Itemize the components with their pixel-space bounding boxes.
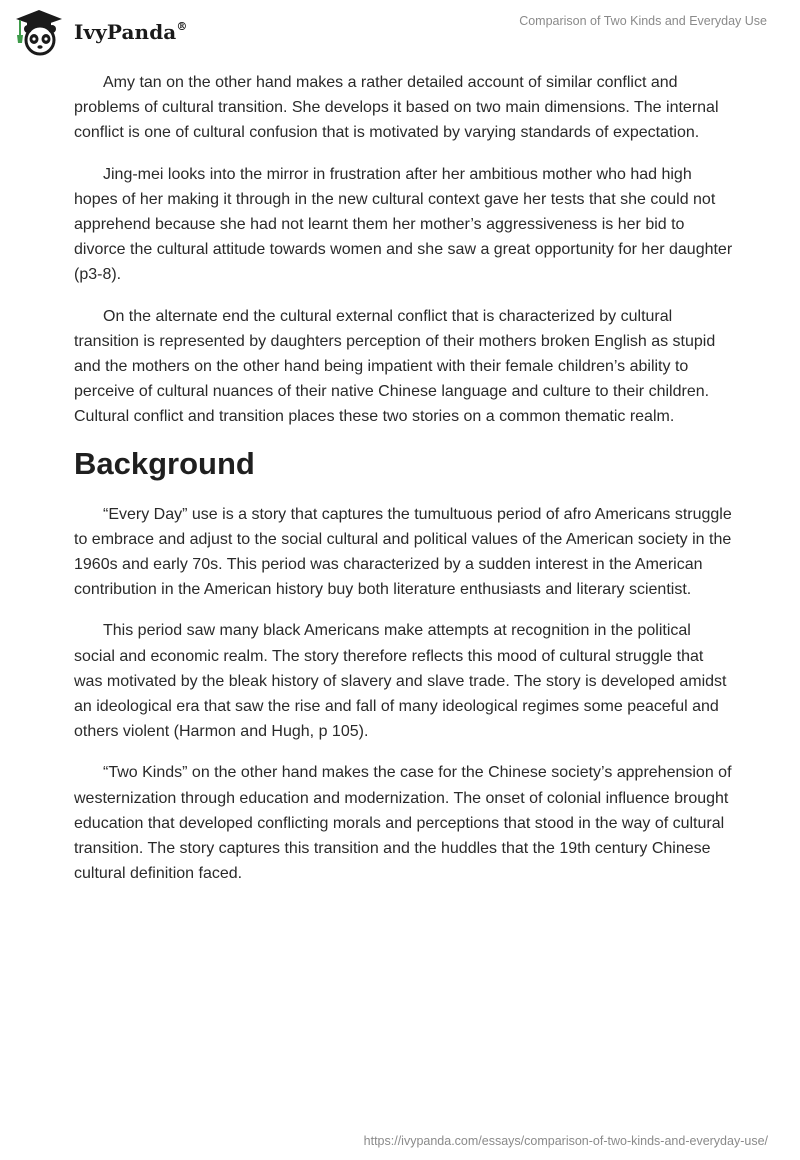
document-title: Comparison of Two Kinds and Everyday Use <box>519 14 767 28</box>
registered-mark: ® <box>176 20 188 34</box>
paragraph: Amy tan on the other hand makes a rather detailed account of similar conflict and problems of cultural transition. She develops it based on two main dimensions. The internal conflict is one of cultural confusion that is motivated by varying standards of expectation. <box>74 74 719 142</box>
paragraph: This period saw many black Americans make attempts at recognition in the political social and economic realm. The story therefore reflects this mood of cultural struggle that was motivated by the bleak history of slavery and slave trade. The story is developed amidst an ideological era that saw the rise and fall of many ideological regimes some peaceful and others violent (Harmon and Hugh, p 105). <box>74 622 727 741</box>
page-header <box>0 0 800 60</box>
paragraph: On the alternate end the cultural external conflict that is characterized by cultural transition is represented by daughters perception of their mothers broken English as stupid and the mothers on the other hand being impatient with their female children’s ability to perceive of cultural nuances of their native Chinese language and culture to their children. Cultural conflict and transition places these two stories on a common thematic realm. <box>74 307 716 426</box>
essay-content <box>74 70 734 902</box>
paragraph: “Two Kinds” on the other hand makes the case for the Chinese society’s apprehension of westernization through education and modernization. The onset of colonial influence brought education that developed conflicting morals and perceptions that stood in the way of cultural transition. The story captures this transition and the huddles that the 19th century Chinese cultural definition faced. <box>74 764 732 883</box>
panda-graduation-cap-icon[interactable] <box>14 8 64 56</box>
brand-logo-text[interactable] <box>74 20 187 44</box>
paragraph: “Every Day” use is a story that captures the tumultuous period of afro Americans struggle to embrace and adjust to the social cultural and political values of the American society in the 1960s and early 70s. This period was characterized by a sudden interest in the American contribution in the American history buy both literature enthusiasts and literary scientist. <box>74 505 732 599</box>
source-url[interactable]: https://ivypanda.com/essays/comparison-of-two-kinds-and-everyday-use/ <box>363 1134 768 1148</box>
paragraph: Jing-mei looks into the mirror in frustration after her ambitious mother who had high hopes of her making it through in the new cultural context gave her tests that she could not apprehend because she had not learnt them her mother’s aggressiveness is her bid to divorce the cultural attitude towards women and she saw a great opportunity for her daughter (p3-8). <box>74 165 733 284</box>
brand-name: IvyPanda <box>74 20 177 44</box>
section-heading: Background <box>74 445 255 481</box>
